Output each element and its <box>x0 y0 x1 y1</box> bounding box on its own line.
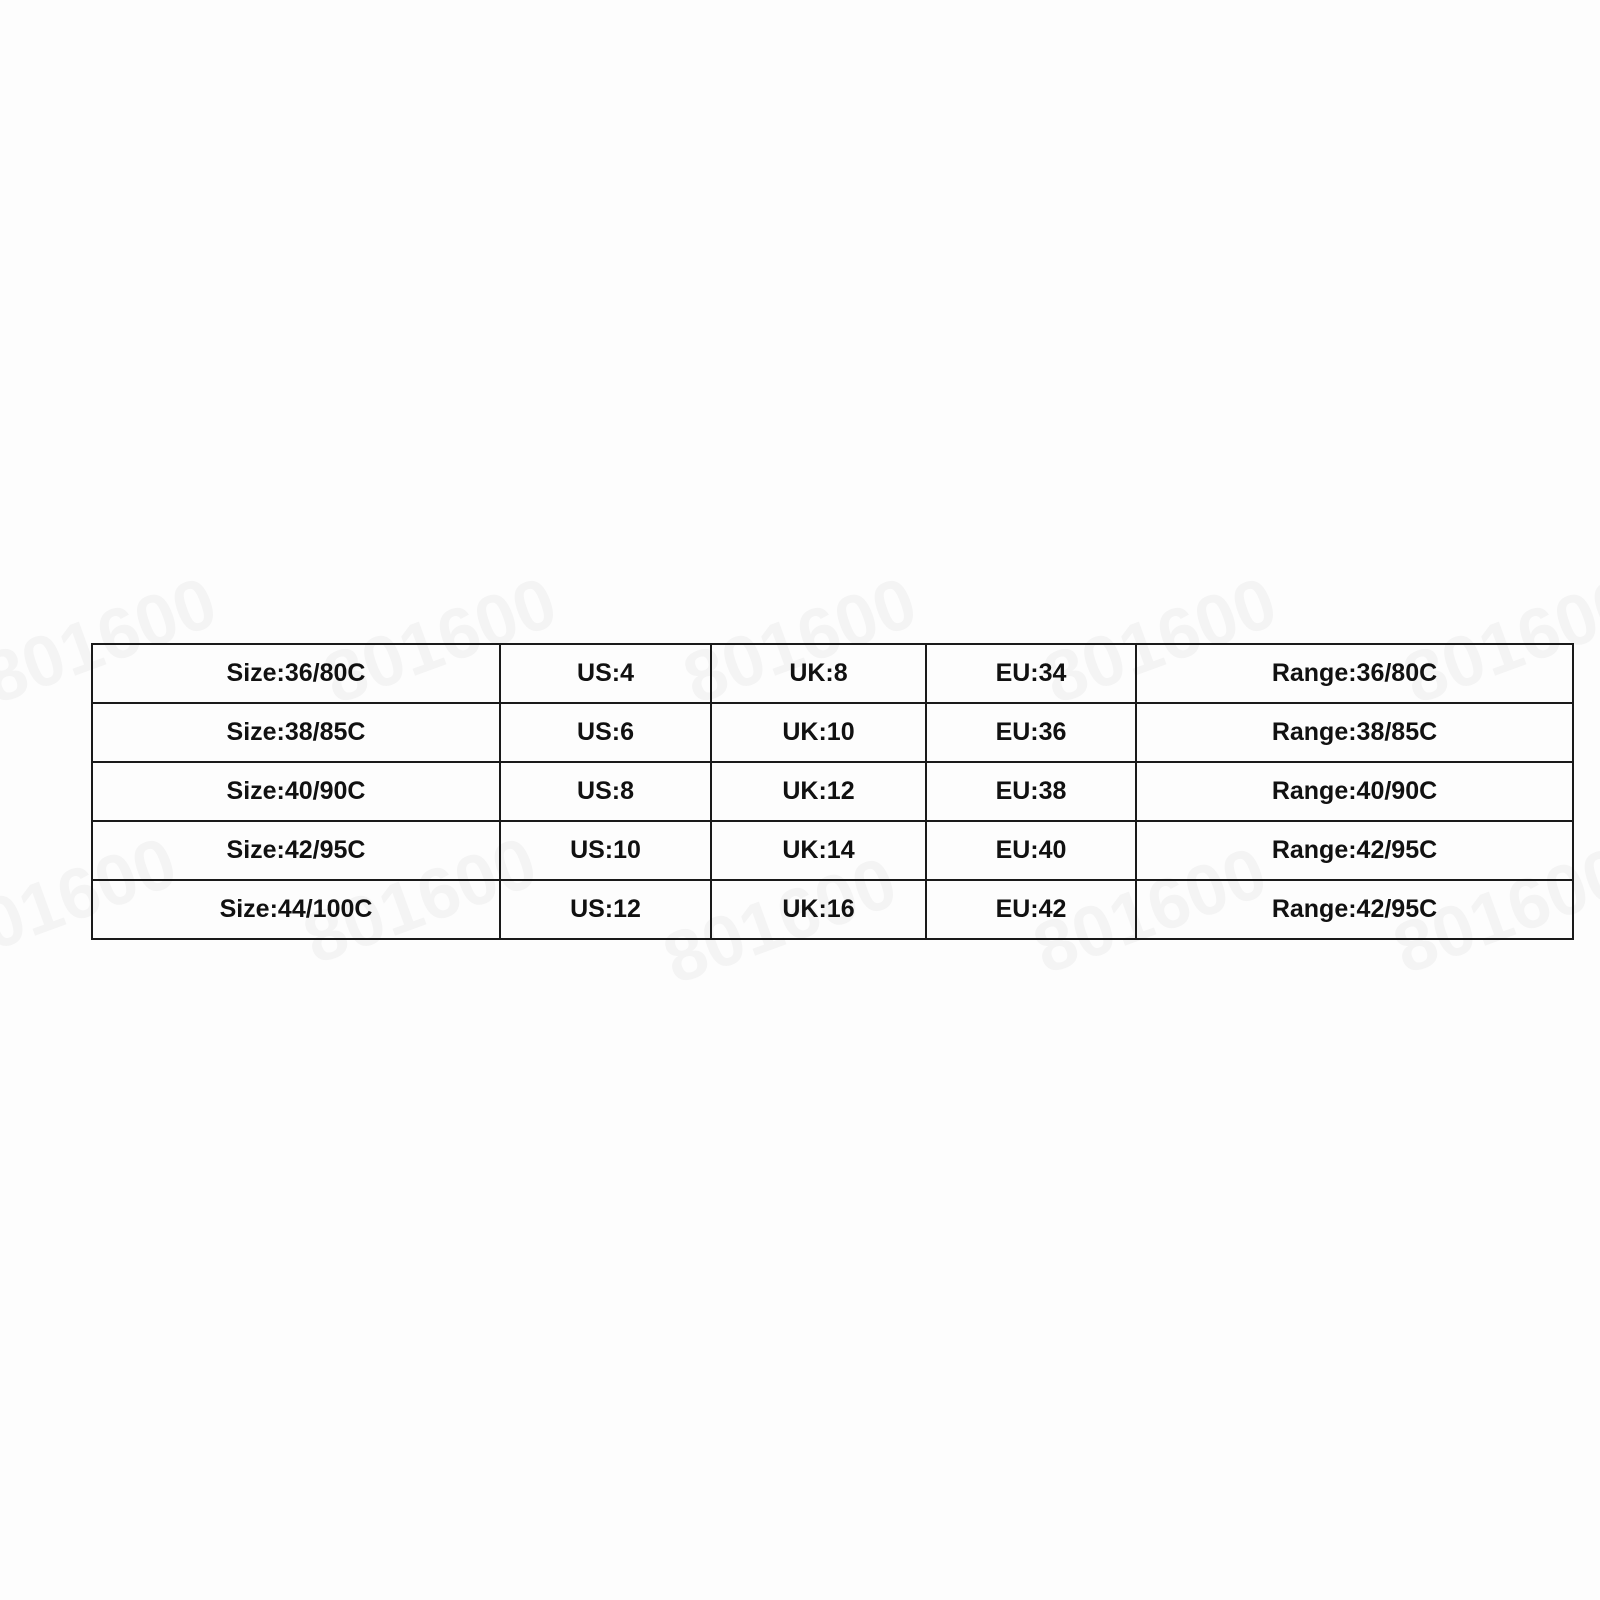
us-size-cell: US:8 <box>500 762 711 821</box>
size-cell: Size:44/100C <box>92 880 500 939</box>
table-row <box>92 762 1573 821</box>
range-cell: Range:42/95C <box>1136 821 1573 880</box>
size-cell: Size:38/85C <box>92 703 500 762</box>
eu-size-cell: EU:36 <box>926 703 1136 762</box>
uk-size-cell: UK:14 <box>711 821 926 880</box>
table-row <box>92 821 1573 880</box>
size-chart-table <box>91 643 1574 940</box>
us-size-cell: US:10 <box>500 821 711 880</box>
us-size-cell: US:6 <box>500 703 711 762</box>
uk-size-cell: UK:12 <box>711 762 926 821</box>
table-row <box>92 703 1573 762</box>
eu-size-cell: EU:34 <box>926 644 1136 703</box>
range-cell: Range:38/85C <box>1136 703 1573 762</box>
uk-size-cell: UK:10 <box>711 703 926 762</box>
eu-size-cell: EU:38 <box>926 762 1136 821</box>
size-cell: Size:42/95C <box>92 821 500 880</box>
eu-size-cell: EU:40 <box>926 821 1136 880</box>
size-cell: Size:40/90C <box>92 762 500 821</box>
eu-size-cell: EU:42 <box>926 880 1136 939</box>
range-cell: Range:40/90C <box>1136 762 1573 821</box>
table-row <box>92 880 1573 939</box>
range-cell: Range:36/80C <box>1136 644 1573 703</box>
table-row <box>92 644 1573 703</box>
range-cell: Range:42/95C <box>1136 880 1573 939</box>
size-cell: Size:36/80C <box>92 644 500 703</box>
uk-size-cell: UK:8 <box>711 644 926 703</box>
us-size-cell: US:4 <box>500 644 711 703</box>
us-size-cell: US:12 <box>500 880 711 939</box>
uk-size-cell: UK:16 <box>711 880 926 939</box>
